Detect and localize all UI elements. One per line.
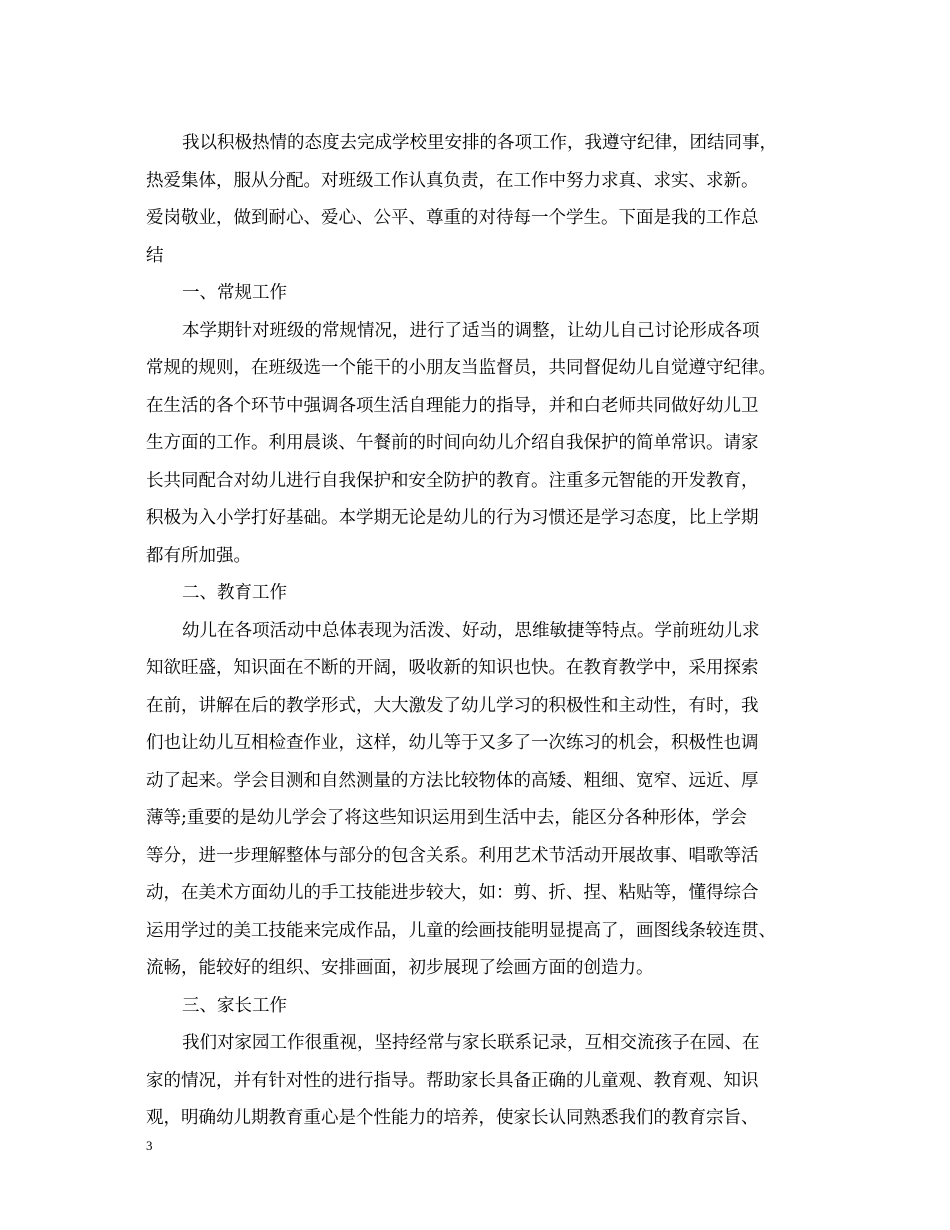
text-line: 薄等;重要的是幼儿学会了将这些知识运用到生活中去，能区分各种形体，学会 — [146, 808, 747, 828]
text-line: 都有所加强。 — [146, 545, 251, 566]
text-line: 在生活的各个环节中强调各项生活自理能力的指导，并和白老师共同做好幼儿卫 — [146, 395, 759, 416]
text-line: 本学期针对班级的常规情况，进行了适当的调整，让幼儿自己讨论形成各项 — [182, 320, 760, 341]
text-line: 我以积极热情的态度去完成学校里安排的各项工作，我遵守纪律，团结同事， — [182, 133, 777, 153]
text-line: 幼儿在各项活动中总体表现为活泼、好动，思维敏捷等特点。学前班幼儿求 — [182, 620, 760, 641]
document-body — [146, 125, 810, 1138]
text-line: 家的情况，并有针对性的进行指导。帮助家长具备正确的儿童观、教育观、知识 — [146, 1070, 759, 1091]
page-number: 3 — [146, 1138, 153, 1153]
text-line: 我们对家园工作很重视，坚持经常与家长联系记录，互相交流孩子在园、在 — [182, 1033, 760, 1053]
text-line: 运用学过的美工技能来完成作品，儿童的绘画技能明显提高了，画图线条较连贯、 — [146, 920, 776, 941]
text-line: 生方面的工作。利用晨谈、午餐前的时间向幼儿介绍自我保护的简单常识。请家 — [146, 433, 759, 453]
text-line: 知欲旺盛，知识面在不断的开阔，吸收新的知识也快。在教育教学中，采用探索 — [146, 658, 759, 678]
text-line: 二、教育工作 — [182, 583, 287, 603]
text-line: 流畅，能较好的组织、安排画面，初步展现了绘画方面的创造力。 — [146, 958, 654, 978]
text-line: 积极为入小学打好基础。本学期无论是幼儿的行为习惯还是学习态度，比上学期 — [146, 508, 759, 528]
text-line: 观，明确幼儿期教育重心是个性能力的培养，使家长认同熟悉我们的教育宗旨、 — [146, 1108, 759, 1128]
text-line: 等分，进一步理解整体与部分的包含关系。利用艺术节活动开展故事、唱歌等活 — [146, 845, 759, 866]
text-line: 常规的规则，在班级选一个能干的小朋友当监督员，共同督促幼儿自觉遵守纪律。 — [146, 358, 776, 378]
text-line: 结 — [146, 245, 164, 266]
text-line: 一、常规工作 — [182, 283, 287, 303]
text-line: 动了起来。学会目测和自然测量的方法比较物体的高矮、粗细、宽窄、远近、厚 — [146, 770, 759, 791]
text-line: 爱岗敬业，做到耐心、爱心、公平、尊重的对待每一个学生。下面是我的工作总 — [146, 208, 759, 228]
text-line: 热爱集体，服从分配。对班级工作认真负责，在工作中努力求真、求实、求新。 — [146, 170, 759, 191]
text-line: 在前，讲解在后的教学形式，大大激发了幼儿学习的积极性和主动性，有时，我 — [146, 695, 759, 716]
text-line: 们也让幼儿互相检查作业，这样，幼儿等于又多了一次练习的机会，积极性也调 — [146, 733, 759, 753]
text-line: 三、家长工作 — [182, 995, 287, 1016]
text-line: 长共同配合对幼儿进行自我保护和安全防护的教育。注重多元智能的开发教育， — [146, 470, 759, 491]
text-line: 动，在美术方面幼儿的手工技能进步较大，如：剪、折、捏、粘贴等，懂得综合 — [146, 883, 759, 903]
